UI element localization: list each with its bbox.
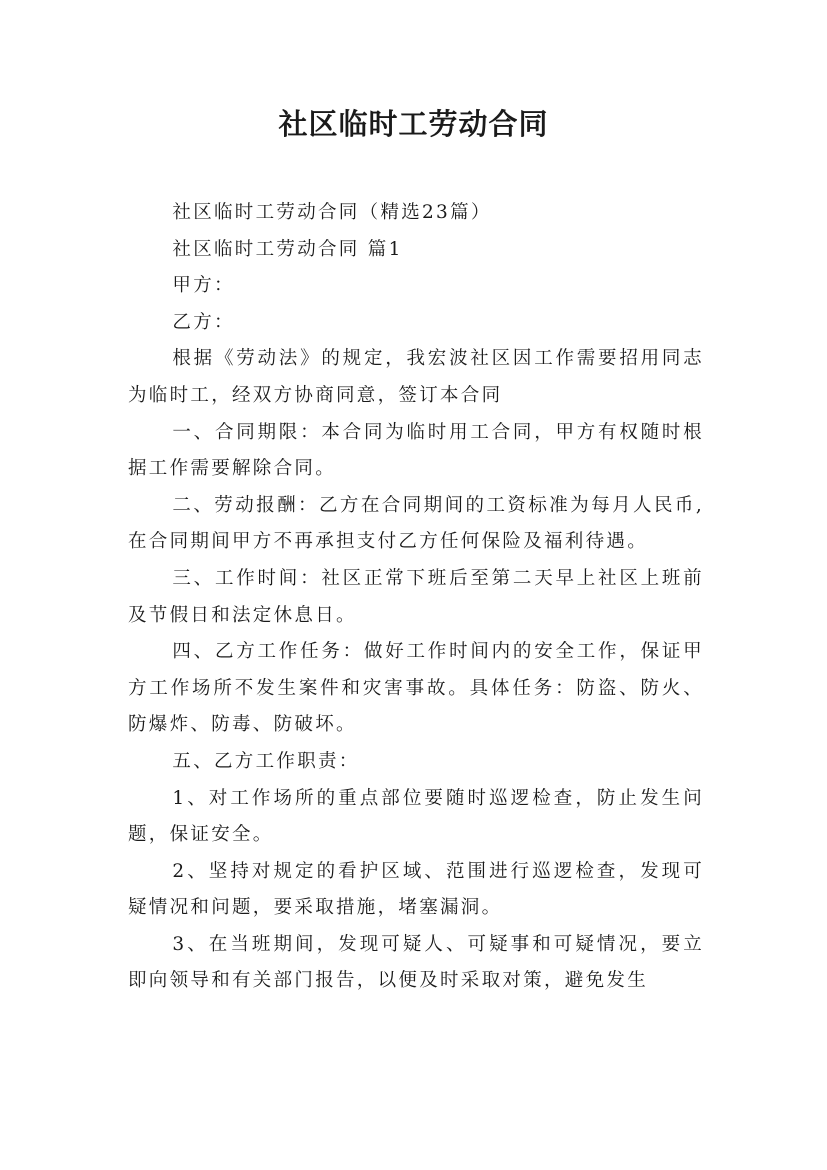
paragraph-party-b: 乙方： [172,311,235,333]
paragraph-duty-2: 2、坚持对规定的看护区域、范围进行巡逻检查，发现可疑情况和问题，要采取措施，堵塞漏洞。 [128,860,704,919]
paragraph-clause-tasks: 四、乙方工作任务：做好工作时间内的安全工作，保证甲方工作场所不发生案件和灾害事故。具体任务：防盗、防火、防爆炸、防毒、防破坏。 [128,641,704,736]
paragraph-duty-1: 1、对工作场所的重点部位要随时巡逻检查，防止发生问题，保证安全。 [128,787,704,846]
paragraph-party-a: 甲方： [172,275,235,297]
document-title: 社区临时工劳动合同 [278,107,549,141]
document-body [128,195,704,1000]
paragraph-preamble: 根据《劳动法》的规定，我宏波社区因工作需要招用同志为临时工，经双方协商同意，签订本合同 [128,348,704,406]
paragraph-clause-pay: 二、劳动报酬：乙方在合同期间的工资标准为每月人民币,在合同期间甲方不再承担支付乙方任何保险及福利待遇。 [128,494,704,553]
paragraph-subtitle: 社区临时工劳动合同（精选23篇） [172,202,492,223]
paragraph-clause-hours: 三、工作时间：社区正常下班后至第二天早上社区上班前及节假日和法定休息日。 [128,567,704,626]
paragraph-duty-3: 3、在当班期间，发现可疑人、可疑事和可疑情况，要立即向领导和有关部门报告，以便及时采取对策，避免发生 [128,933,704,992]
paragraph-clause-term: 一、合同期限：本合同为临时用工合同，甲方有权随时根据工作需要解除合同。 [128,421,704,480]
paragraph-section-heading: 社区临时工劳动合同 篇1 [172,238,403,260]
paragraph-clause-duties: 五、乙方工作职责： [172,750,360,772]
